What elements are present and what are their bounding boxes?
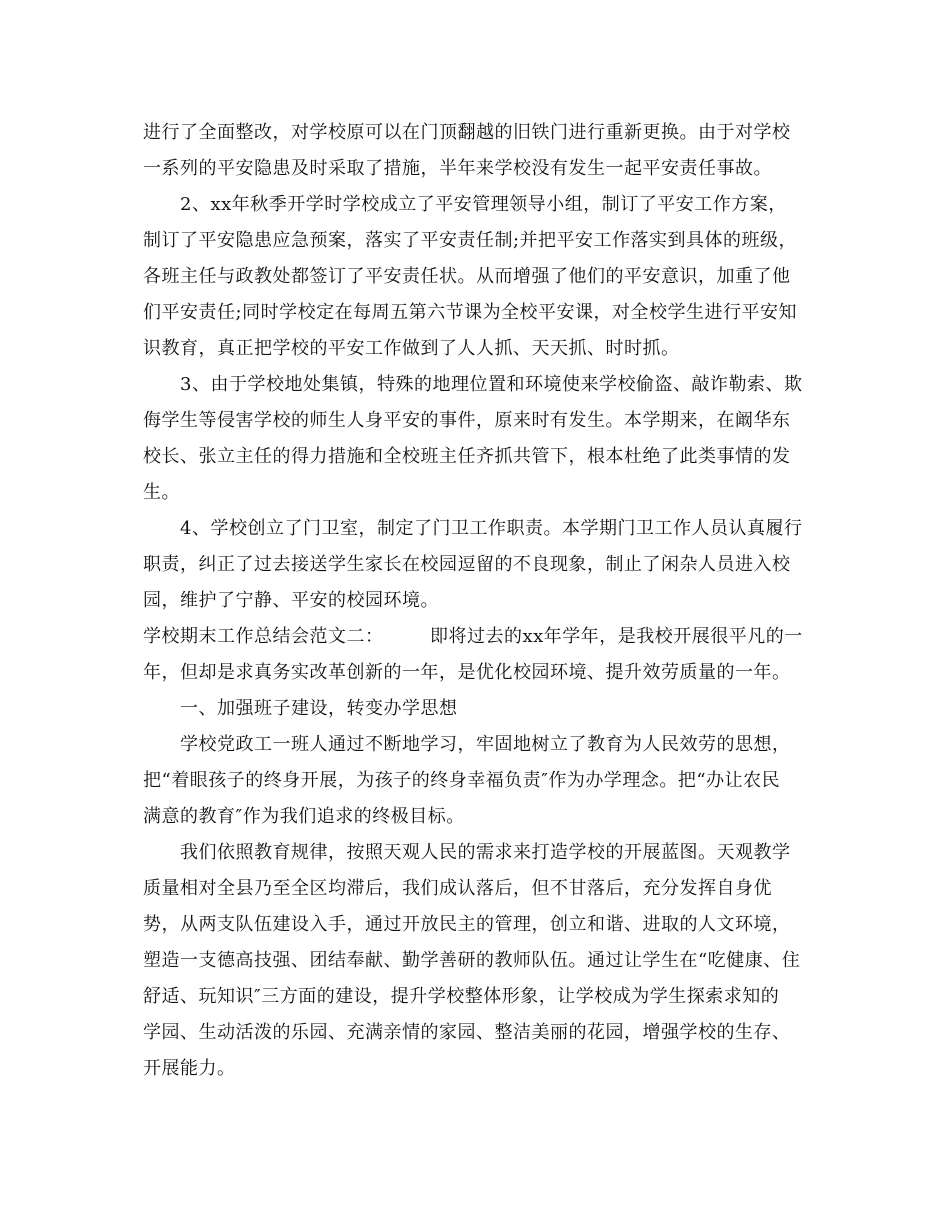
text-line: 年，但却是求真务实改革创新的一年，是优化校园环境、提升效劳质量的一年。 [143, 662, 791, 683]
text-line: 学园、生动活泼的乐园、充满亲情的家园、整洁美丽的花园，增强学校的生存、 [143, 1022, 791, 1043]
text-line: 们平安责任;同时学校定在每周五第六节课为全校平安课，对全校学生进行平安知 [143, 302, 798, 323]
text-line: 进行了全面整改，对学校原可以在门顶翻越的旧铁门进行重新更换。由于对学校 [143, 122, 791, 143]
text-line: 园，维护了宁静、平安的校园环境。 [143, 590, 439, 611]
text-line: 开展能力。 [143, 1058, 236, 1079]
subheading: 一、加强班子建设，转变办学思想 [180, 698, 458, 719]
text-line: 一系列的平安隐患及时采取了措施，半年来学校没有发生一起平安责任事故。 [143, 158, 772, 179]
text-line: 把“着眼孩子的终身开展，为孩子的终身幸福负责″作为办学理念。把“办让农民 [143, 770, 781, 791]
text-line: 各班主任与政教处都签订了平安责任状。从而增强了他们的平安意识，加重了他 [143, 266, 791, 287]
text-line: 识教育，真正把学校的平安工作做到了人人抓、天天抓、时时抓。 [143, 338, 680, 359]
text-line: 侮学生等侵害学校的师生人身平安的事件，原来时有发生。本学期来，在阚华东 [143, 410, 791, 431]
section-heading: 学校期末工作总结会范文二： 即将过去的xx年学年，是我校开展很平凡的一 [143, 626, 803, 647]
text-line: 职责，纠正了过去接送学生家长在校园逗留的不良现象，制止了闲杂人员进入校 [143, 554, 791, 575]
text-line: 质量相对全县乃至全区均滞后，我们成认落后，但不甘落后，充分发挥自身优 [143, 878, 772, 899]
text-line: 学校党政工一班人通过不断地学习，牢固地树立了教育为人民效劳的思想， [180, 734, 791, 755]
text-line: 2、xx年秋季开学时学校成立了平安管理领导小组，制订了平安工作方案， [180, 194, 787, 215]
text-line: 塑造一支德高技强、团结奉献、勤学善研的教师队伍。通过让学生在“吃健康、住 [143, 950, 801, 971]
text-line: 3、由于学校地处集镇，特殊的地理位置和环境使来学校偷盗、敲诈勒索、欺 [180, 374, 803, 395]
text-line: 我们依照教育规律，按照天观人民的需求来打造学校的开展蓝图。天观教学 [180, 842, 791, 863]
text-line: 校长、张立主任的得力措施和全校班主任齐抓共管下，根本杜绝了此类事情的发 [143, 446, 791, 467]
text-line: 满意的教育″作为我们追求的终极目标。 [143, 806, 465, 827]
text-line: 生。 [143, 482, 180, 503]
text-line: 4、学校创立了门卫室，制定了门卫工作职责。本学期门卫工作人员认真履行 [180, 518, 803, 539]
text-line: 舒适、玩知识″三方面的建设，提升学校整体形象，让学校成为学生探索求知的 [143, 986, 780, 1007]
text-line: 制订了平安隐患应急预案，落实了平安责任制;并把平安工作落实到具体的班级， [143, 230, 798, 251]
text-line: 势，从两支队伍建设入手，通过开放民主的管理，创立和谐、进取的人文环境， [143, 914, 791, 935]
